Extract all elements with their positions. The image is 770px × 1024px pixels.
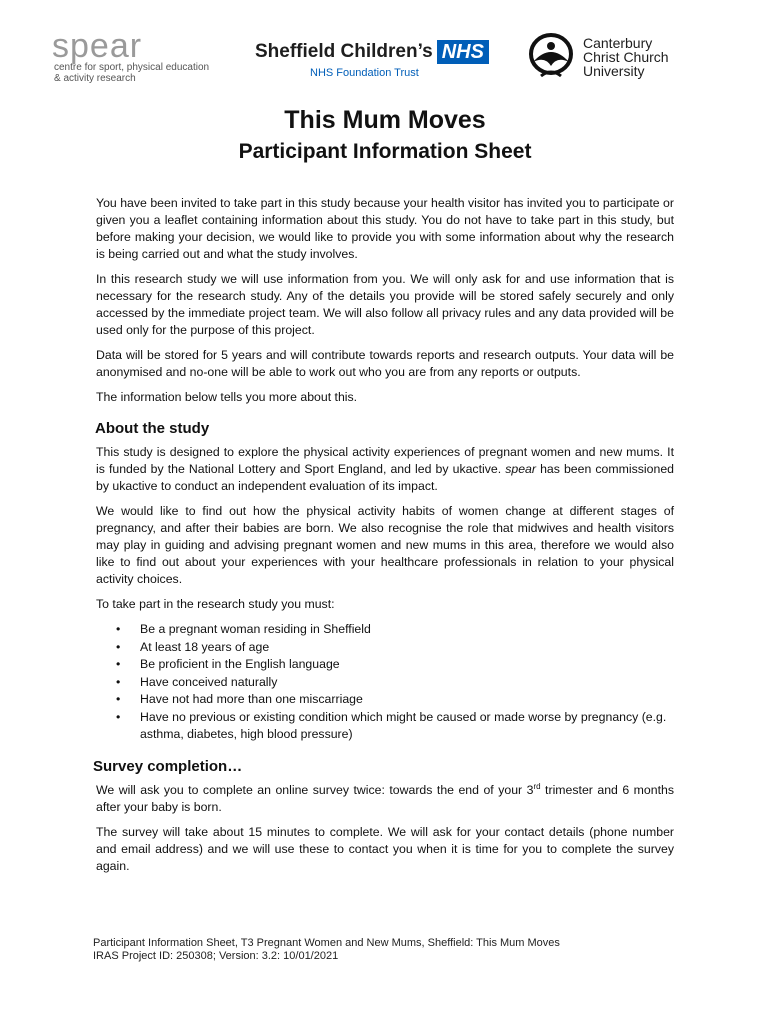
ccu-crest-icon — [527, 32, 575, 82]
spear-tagline-line1: centre for sport, physical education — [54, 62, 210, 73]
sheffield-childrens-name: Sheffield Children’s — [255, 41, 433, 62]
bullet-icon: • — [116, 674, 121, 689]
footer-line-2: IRAS Project ID: 250308; Version: 3.2: 10/01/2021 — [93, 950, 339, 962]
spear-tagline-line2: & activity research — [54, 73, 136, 84]
about-heading: About the study — [95, 420, 210, 437]
survey-heading: Survey completion… — [93, 757, 243, 775]
sheffield-childrens-logo — [255, 40, 489, 79]
intro-paragraph-3: Data will be stored for 5 years and will contribute towards reports and research outputs. Your data will be anonymised and no-one will be able to work out who you are from any reports or outputs. — [96, 348, 674, 379]
document-header — [0, 27, 770, 90]
footer-line-1: Participant Information Sheet, T3 Pregnant Women and New Mums, Sheffield: This Mum Moves — [93, 937, 560, 949]
nhs-foundation-trust-label: NHS Foundation Trust — [310, 67, 419, 79]
spear-logo — [52, 27, 210, 84]
survey-paragraph-1: We will ask you to complete an online survey twice: towards the end of your 3rd trimester and 6 months after your baby is born. — [96, 781, 675, 814]
bullet-icon: • — [116, 622, 121, 636]
spear-italic: spear — [505, 462, 536, 476]
document-subtitle: Participant Information Sheet — [238, 140, 532, 163]
intro-paragraph-4: The information below tells you more about this. — [96, 390, 358, 404]
survey-paragraph-2: The survey will take about 15 minutes to complete. We will ask for your contact details (phone number and email address) and we will use these to contact you when it is time for you to complete the survey again. — [96, 824, 674, 873]
spear-wordmark: spear — [52, 27, 143, 65]
list-item: • Be a pregnant woman residing in Sheffield — [96, 621, 674, 639]
document-body — [93, 195, 675, 883]
list-item: • Have conceived naturally — [96, 674, 674, 692]
bullet-icon: • — [116, 657, 121, 671]
intro-paragraph-2: In this research study we will use information from you. We will only ask for and use information that is necessary for the research study. Any of the details you provide will be stored safely securely and only accessed by the immediate project team. We will also follow all privacy rules and any data provided will be used only for the purpose of this project. — [96, 272, 674, 337]
document-footer — [93, 937, 560, 963]
about-paragraph-1: This study is designed to explore the physical activity experiences of pregnant women and new mums. It is funded by the National Lottery and Sport England, and led by ukactive. spear has been commissioned by ukactive to conduct an independent evaluation of its impact. — [96, 445, 674, 493]
bullet-icon: • — [116, 639, 121, 654]
nhs-badge: NHS — [437, 40, 489, 64]
bullet-icon: • — [116, 692, 121, 706]
intro-paragraph-1: You have been invited to take part in this study because your health visitor has invited you to participate or given you a leaflet containing information about this study. You do not have to take part in this study, but before making your decision, we would like to provide you with some information about why the research is being carried out and what the study involves. — [96, 196, 674, 261]
bullet-icon: • — [116, 709, 121, 724]
list-item: • Have not had more than one miscarriage — [96, 691, 674, 709]
about-paragraph-2: We would like to find out how the physical activity habits of women change at different stages of pregnancy, and after their babies are born. We also recognise the role that midwives and health visitors may play in guiding and advising pregnant women and new mums in this area, therefore we would also like to find out about your experiences with your healthcare professionals in relation to your physical activity choices. — [96, 504, 674, 586]
ccu-line3: University — [583, 63, 645, 79]
eligibility-criteria-list — [96, 621, 674, 744]
list-item: • Be proficient in the English language — [96, 656, 674, 674]
ccu-line2: Christ Church — [583, 49, 669, 65]
ccu-line1: Canterbury — [583, 35, 653, 51]
list-item: • At least 18 years of age — [96, 639, 674, 657]
about-paragraph-3: To take part in the research study you must: — [96, 597, 335, 611]
list-item: • Have no previous or existing condition which might be caused or made worse by pregnancy (e.g. asthma, diabetes, high blood pressure) — [116, 709, 667, 741]
document-title: This Mum Moves — [284, 106, 486, 134]
